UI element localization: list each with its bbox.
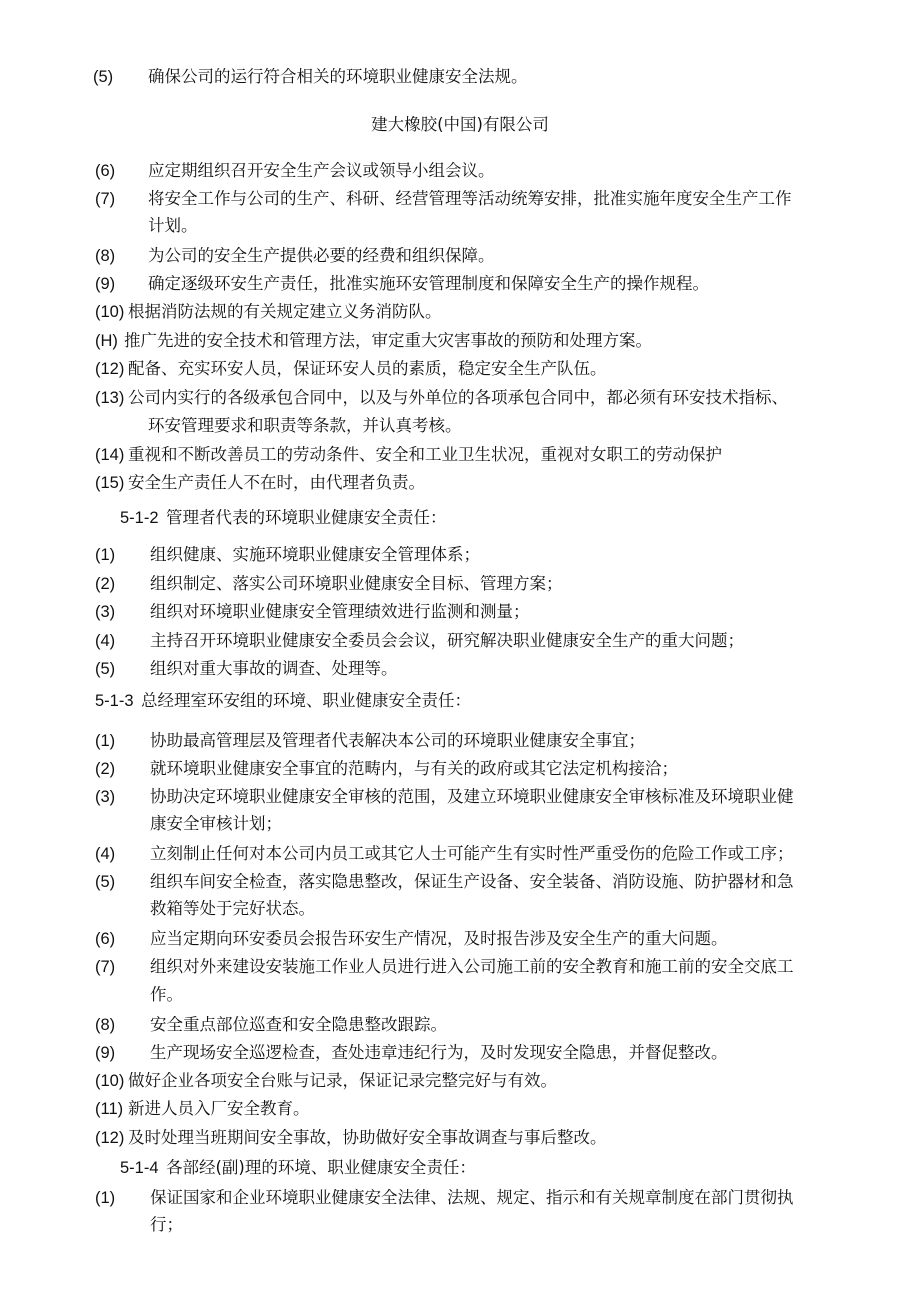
item-text: 重视和不断改善员工的劳动条件、安全和工业卫生状况，重视对女职工的劳动保护 xyxy=(128,445,722,464)
section-number: 5-1-3 xyxy=(95,692,134,710)
item-text: 做好企业各项安全台账与记录，保证记录完整完好与有效。 xyxy=(128,1071,557,1090)
section-number: 5-1-4 xyxy=(120,1159,159,1177)
item-number: (15) xyxy=(95,474,125,492)
item-text: 协助最高管理层及管理者代表解决本公司的环境职业健康安全事宜； xyxy=(150,731,645,750)
item-number: (9) xyxy=(95,275,116,293)
item-text: 配备、充实环安人员，保证环安人员的素质，稳定安全生产队伍。 xyxy=(128,359,607,378)
item-text-cont: 作。 xyxy=(150,985,183,1004)
item-text: 及时处理当班期间安全事故，协助做好安全事故调查与事后整改。 xyxy=(128,1128,607,1147)
item-number: (8) xyxy=(95,247,116,265)
item-text-cont: 救箱等处于完好状态。 xyxy=(150,899,315,918)
item-number: (4) xyxy=(95,632,116,650)
item-text: 根据消防法规的有关规定建立义务消防队。 xyxy=(128,302,442,321)
item-text: 确定逐级环安生产责任，批准实施环安管理制度和保障安全生产的操作规程。 xyxy=(148,274,709,293)
item-number: (7) xyxy=(95,190,116,208)
item-text: 组织对外来建设安装施工作业人员进行进入公司施工前的安全教育和施工前的安全交底工 xyxy=(150,957,794,976)
item-number: (9) xyxy=(95,1044,116,1062)
item-text: 推广先进的安全技术和管理方法，审定重大灾害事故的预防和处理方案。 xyxy=(124,331,652,350)
item-text: 组织制定、落实公司环境职业健康安全目标、管理方案； xyxy=(150,574,563,593)
item-number: (8) xyxy=(95,1016,116,1034)
item-text: 确保公司的运行符合相关的环境职业健康安全法规。 xyxy=(148,67,528,86)
item-text: 应当定期向环安委员会报告环安生产情况，及时报告涉及安全生产的重大问题。 xyxy=(150,929,728,948)
item-number: (7) xyxy=(95,958,116,976)
item-text: 组织健康、实施环境职业健康安全管理体系； xyxy=(150,545,480,564)
item-number: (1) xyxy=(95,1189,116,1207)
item-text-cont: 行； xyxy=(150,1215,183,1234)
item-text-cont: 计划。 xyxy=(148,216,198,235)
item-text: 组织对环境职业健康安全管理绩效进行监测和测量； xyxy=(150,602,530,621)
item-number: (6) xyxy=(95,162,116,180)
item-text: 将安全工作与公司的生产、科研、经营管理等活动统筹安排，批准实施年度安全生产工作 xyxy=(148,189,792,208)
item-text: 主持召开环境职业健康安全委员会会议，研究解决职业健康安全生产的重大问题； xyxy=(150,631,744,650)
item-text: 组织对重大事故的调查、处理等。 xyxy=(150,659,398,678)
item-number: (12) xyxy=(95,1129,125,1147)
section-title: 总经理室环安组的环境、职业健康安全责任： xyxy=(141,691,471,710)
item-text: 安全重点部位巡查和安全隐患整改跟踪。 xyxy=(150,1015,447,1034)
item-text: 保证国家和企业环境职业健康安全法律、法规、规定、指示和有关规章制度在部门贯彻执 xyxy=(150,1188,794,1207)
item-number: (3) xyxy=(95,603,116,621)
item-text: 组织车间安全检查，落实隐患整改，保证生产设备、安全装备、消防设施、防护器材和急 xyxy=(150,872,794,891)
item-text-cont: 环安管理要求和职责等条款，并认真考核。 xyxy=(148,416,462,435)
item-text: 安全生产责任人不在时，由代理者负责。 xyxy=(128,473,425,492)
item-number: (3) xyxy=(95,788,116,806)
item-number: (5) xyxy=(93,68,114,86)
item-number: (H) xyxy=(95,332,118,350)
item-number: (12) xyxy=(95,360,125,378)
item-text: 应定期组织召开安全生产会议或领导小组会议。 xyxy=(148,161,495,180)
item-number: (2) xyxy=(95,760,116,778)
item-text-cont: 康安全审核计划； xyxy=(150,814,282,833)
item-text: 新进人员入厂安全教育。 xyxy=(128,1099,310,1118)
item-number: (5) xyxy=(95,660,116,678)
item-number: (4) xyxy=(95,845,116,863)
item-number: (14) xyxy=(95,446,125,464)
item-number: (1) xyxy=(95,732,116,750)
company-name: 建大橡胶(中国)有限公司 xyxy=(371,115,549,134)
section-title: 管理者代表的环境职业健康安全责任： xyxy=(166,508,447,527)
item-number: (10) xyxy=(95,303,125,321)
item-text: 立刻制止任何对本公司内员工或其它人士可能产生有实时性严重受伤的危险工作或工序； xyxy=(150,844,794,863)
item-number: (13) xyxy=(95,389,125,407)
item-text: 为公司的安全生产提供必要的经费和组织保障。 xyxy=(148,246,495,265)
item-text: 生产现场安全巡逻检查，查处违章违纪行为，及时发现安全隐患，并督促整改。 xyxy=(150,1043,728,1062)
section-title: 各部经(副)理的环境、职业健康安全责任： xyxy=(166,1158,476,1177)
item-number: (5) xyxy=(95,873,116,891)
item-number: (2) xyxy=(95,575,116,593)
item-text: 协助决定环境职业健康安全审核的范围，及建立环境职业健康安全审核标准及环境职业健 xyxy=(150,787,794,806)
item-number: (1) xyxy=(95,546,116,564)
item-text: 就环境职业健康安全事宜的范畴内，与有关的政府或其它法定机构接洽； xyxy=(150,759,678,778)
item-text: 公司内实行的各级承包合同中，以及与外单位的各项承包合同中，都必须有环安技术指标、 xyxy=(128,388,788,407)
item-number: (10) xyxy=(95,1072,125,1090)
item-number: (6) xyxy=(95,930,116,948)
section-number: 5-1-2 xyxy=(120,509,159,527)
item-number: (11) xyxy=(95,1100,124,1118)
